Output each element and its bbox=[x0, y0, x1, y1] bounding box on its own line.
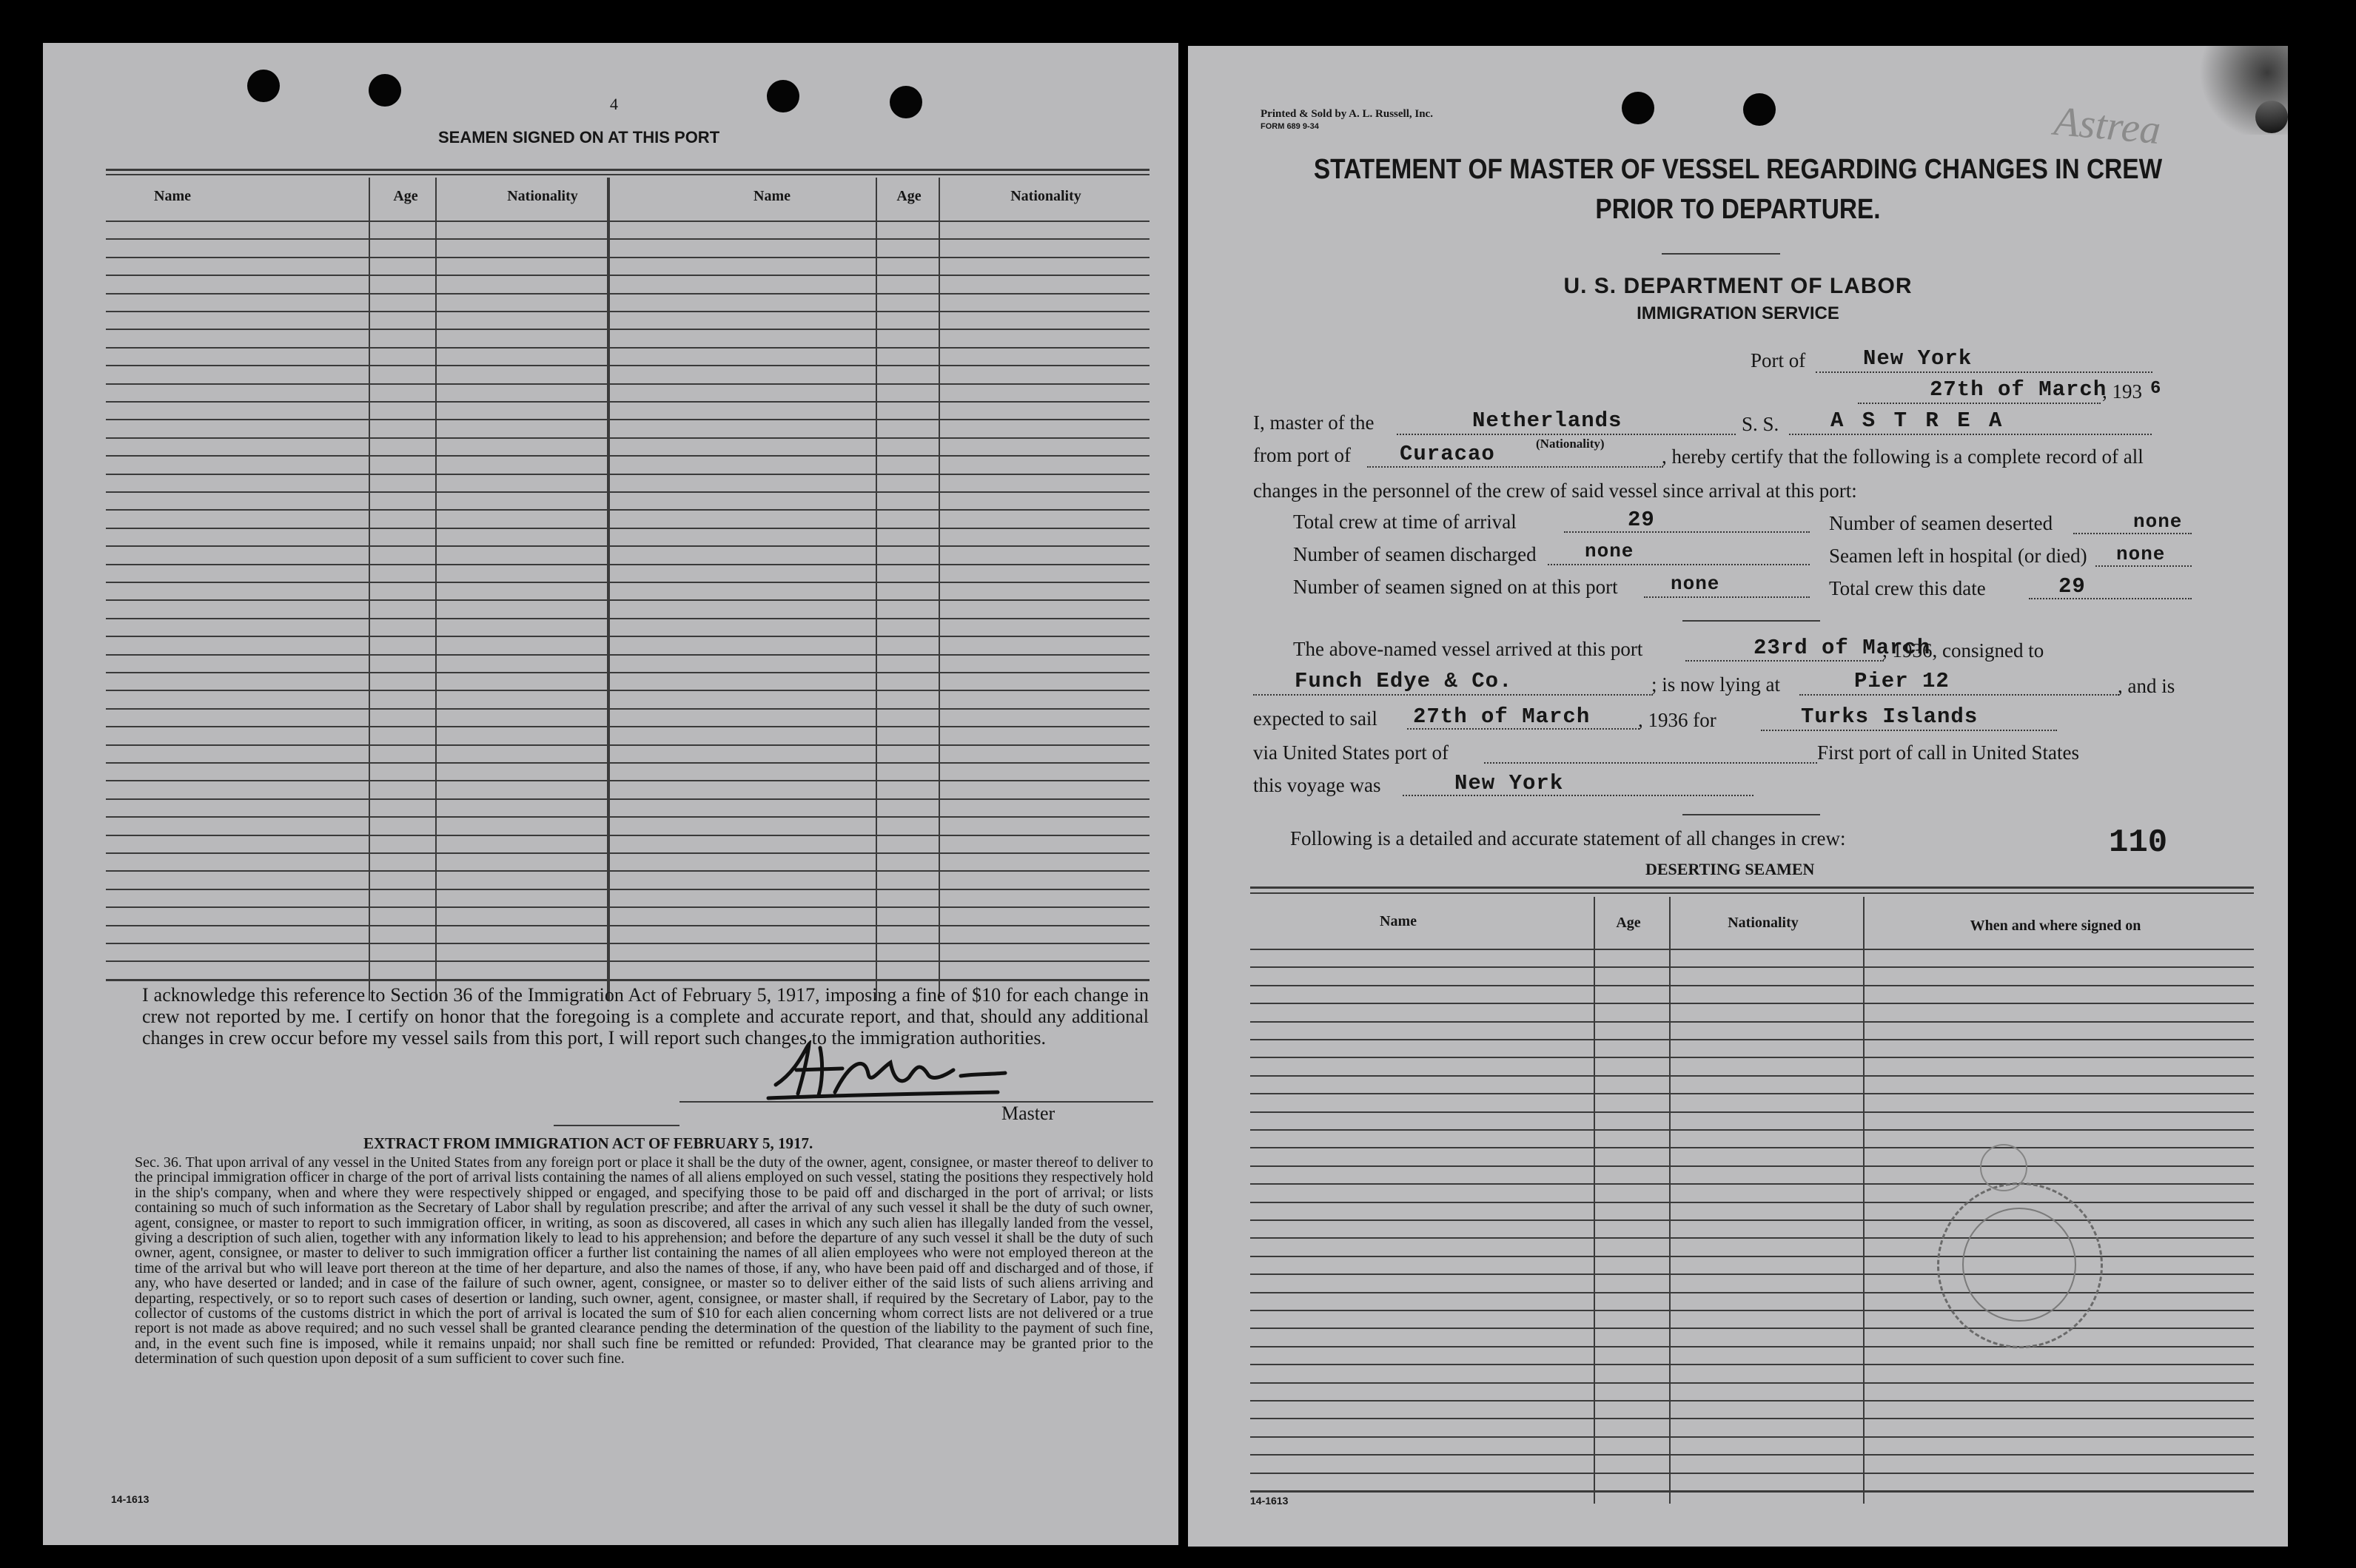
voyage-value: New York bbox=[1454, 771, 1564, 795]
postmark-stamp bbox=[1980, 1144, 2027, 1191]
table-row bbox=[1250, 1418, 2254, 1419]
punch-hole bbox=[767, 80, 799, 112]
table-row bbox=[1250, 1490, 2254, 1493]
table-row bbox=[106, 582, 1150, 583]
table-row bbox=[106, 455, 1150, 457]
seamen-signed-label: Number of seamen signed on at this port bbox=[1293, 576, 1618, 598]
year-label: , 193 bbox=[2102, 380, 2142, 403]
table-top-rule bbox=[106, 169, 1150, 171]
handwritten-note: Astrea bbox=[2052, 98, 2163, 154]
table-row bbox=[106, 329, 1150, 330]
table-row bbox=[106, 528, 1150, 529]
table-row bbox=[1250, 1219, 2254, 1221]
expected-value: 27th of March bbox=[1413, 704, 1591, 729]
field-line bbox=[1548, 564, 1810, 565]
table-row bbox=[1250, 1057, 2254, 1058]
divider-rule bbox=[1682, 620, 1820, 622]
nationality-value: Netherlands bbox=[1472, 408, 1622, 433]
form-number: FORM 689 9-34 bbox=[1261, 122, 1319, 131]
table-row bbox=[106, 762, 1150, 764]
table-row bbox=[1250, 1147, 2254, 1148]
ss-label: S. S. bbox=[1742, 413, 1779, 435]
table-row bbox=[1250, 1129, 2254, 1131]
table-row bbox=[1250, 1310, 2254, 1311]
page-wear bbox=[2184, 46, 2288, 135]
postmark-stamp bbox=[1962, 1208, 2076, 1322]
table-row bbox=[106, 780, 1150, 781]
table-row bbox=[1250, 1256, 2254, 1257]
column-header-nationality: Nationality bbox=[1010, 188, 1081, 204]
master-label: Master bbox=[1001, 1103, 1055, 1124]
table-row bbox=[106, 311, 1150, 312]
field-line bbox=[2073, 533, 2192, 534]
field-line bbox=[1761, 730, 2057, 731]
stamp-number: 110 bbox=[2109, 824, 2168, 861]
table-row bbox=[106, 852, 1150, 854]
nationality-caption: (Nationality) bbox=[1536, 437, 1605, 451]
table-top-rule bbox=[1250, 886, 2254, 889]
column-header-name: Name bbox=[754, 188, 791, 204]
statement-title-line-2: PRIOR TO DEPARTURE. bbox=[1595, 194, 1881, 225]
port-of-label: Port of bbox=[1751, 349, 1806, 371]
column-divider bbox=[876, 178, 877, 1000]
field-line bbox=[1253, 694, 1653, 696]
column-header-age: Age bbox=[393, 188, 418, 204]
table-row bbox=[106, 545, 1150, 547]
table-row bbox=[106, 401, 1150, 403]
table-row bbox=[1250, 1454, 2254, 1456]
column-header-nationality: Nationality bbox=[507, 188, 578, 204]
form-code: 14-1613 bbox=[1250, 1495, 1289, 1507]
column-divider bbox=[435, 178, 437, 1000]
punch-hole bbox=[1743, 93, 1776, 126]
table-row bbox=[106, 383, 1150, 385]
field-line bbox=[1367, 466, 1663, 468]
column-header-nationality: Nationality bbox=[1728, 915, 1799, 931]
seamen-signed-value: none bbox=[1671, 573, 1720, 595]
seamen-deserted-label: Number of seamen deserted bbox=[1829, 512, 2053, 534]
table-row bbox=[106, 491, 1150, 493]
table-row bbox=[106, 599, 1150, 601]
field-line bbox=[1816, 371, 2152, 373]
certify-text: , hereby certify that the following is a complete record of all bbox=[1662, 445, 2144, 468]
table-row bbox=[1250, 1165, 2254, 1167]
total-crew-arrival-label: Total crew at time of arrival bbox=[1293, 511, 1517, 533]
divider-rule bbox=[1682, 814, 1820, 815]
table-row bbox=[106, 835, 1150, 836]
table-row bbox=[106, 564, 1150, 565]
punch-hole bbox=[369, 74, 401, 107]
column-header-age: Age bbox=[896, 188, 922, 204]
table-row bbox=[106, 257, 1150, 258]
table-row bbox=[1250, 1183, 2254, 1185]
table-row bbox=[106, 870, 1150, 872]
ss-value: A S T R E A bbox=[1830, 408, 2005, 433]
column-divider bbox=[939, 178, 940, 1000]
master-of-label: I, master of the bbox=[1253, 411, 1375, 434]
table-row bbox=[106, 437, 1150, 439]
service-name: IMMIGRATION SERVICE bbox=[1637, 303, 1839, 323]
table-row bbox=[106, 960, 1150, 962]
table-row bbox=[106, 509, 1150, 511]
table-row bbox=[1250, 985, 2254, 986]
column-divider bbox=[1863, 897, 1865, 1504]
seamen-deserted-value: none bbox=[2133, 511, 2183, 533]
table-row bbox=[1250, 1237, 2254, 1239]
table-row bbox=[106, 636, 1150, 637]
divider-rule bbox=[554, 1125, 679, 1126]
table-row bbox=[106, 889, 1150, 890]
extract-title: EXTRACT FROM IMMIGRATION ACT OF FEBRUARY 5, 1917. bbox=[363, 1134, 813, 1152]
total-crew-date-label: Total crew this date bbox=[1829, 577, 1986, 599]
table-row bbox=[1250, 949, 2254, 950]
via-label: via United States port of bbox=[1253, 741, 1449, 764]
master-signature bbox=[754, 1040, 1035, 1107]
destination-value: Turks Islands bbox=[1801, 704, 1979, 729]
table-row bbox=[1250, 1364, 2254, 1365]
first-port-label: First port of call in United States bbox=[1817, 741, 2079, 764]
table-row bbox=[106, 672, 1150, 673]
signed-on-title: SEAMEN SIGNED ON AT THIS PORT bbox=[438, 128, 720, 147]
table-row bbox=[106, 816, 1150, 818]
table-row bbox=[106, 943, 1150, 944]
consigned-label: , 1936, consigned to bbox=[1882, 639, 2044, 662]
table-row bbox=[1250, 1273, 2254, 1275]
and-is-label: , and is bbox=[2118, 675, 2175, 697]
table-row bbox=[1250, 1093, 2254, 1094]
field-line bbox=[2095, 565, 2192, 567]
field-line bbox=[1685, 660, 1884, 662]
table-row bbox=[106, 238, 1150, 240]
voyage-label: this voyage was bbox=[1253, 774, 1381, 796]
table-top-rule bbox=[1250, 892, 2254, 894]
port-of-value: New York bbox=[1863, 346, 1973, 371]
from-port-value: Curacao bbox=[1400, 442, 1495, 466]
table-row bbox=[106, 419, 1150, 420]
column-divider bbox=[1594, 897, 1595, 1504]
total-crew-date-value: 29 bbox=[2058, 574, 2086, 599]
table-row bbox=[1250, 1075, 2254, 1077]
table-row bbox=[1250, 1400, 2254, 1402]
lying-value: Pier 12 bbox=[1854, 669, 1950, 693]
column-divider bbox=[607, 178, 610, 1000]
field-line bbox=[1858, 403, 2101, 404]
field-line bbox=[1484, 762, 1817, 764]
changes-text: changes in the personnel of the crew of said vessel since arrival at this port: bbox=[1253, 480, 1857, 502]
right-page bbox=[1188, 46, 2288, 1547]
field-line bbox=[1564, 531, 1810, 533]
arrived-value: 23rd of March bbox=[1753, 636, 1931, 660]
table-row bbox=[1250, 1328, 2254, 1329]
date-value: 27th of March bbox=[1930, 377, 2107, 402]
field-line bbox=[2029, 598, 2192, 599]
field-line bbox=[1397, 434, 1736, 435]
table-row bbox=[106, 365, 1150, 366]
table-row bbox=[1250, 1382, 2254, 1384]
form-code: 14-1613 bbox=[111, 1493, 150, 1505]
table-top-rule bbox=[106, 174, 1150, 175]
table-row bbox=[106, 474, 1150, 475]
from-port-label: from port of bbox=[1253, 444, 1351, 466]
table-row bbox=[106, 798, 1150, 800]
left-page bbox=[43, 43, 1178, 1545]
punch-hole bbox=[1622, 92, 1654, 124]
punch-hole bbox=[890, 86, 922, 118]
column-header-name: Name bbox=[1380, 913, 1417, 929]
year-digit: 6 bbox=[2150, 379, 2162, 399]
table-row bbox=[1250, 1436, 2254, 1438]
table-row bbox=[1250, 1346, 2254, 1347]
arrived-label: The above-named vessel arrived at this port bbox=[1293, 638, 1643, 660]
table-row bbox=[1250, 1473, 2254, 1474]
table-row bbox=[1250, 1202, 2254, 1203]
table-row bbox=[106, 221, 1150, 222]
column-header-when-where: When and where signed on bbox=[1970, 918, 2141, 934]
printer-credit: Printed & Sold by A. L. Russell, Inc. bbox=[1261, 108, 1433, 120]
table-row bbox=[106, 293, 1150, 295]
table-row bbox=[106, 979, 1150, 981]
divider-rule bbox=[1662, 253, 1780, 255]
year-for-label: , 1936 for bbox=[1638, 709, 1716, 731]
department-name: U. S. DEPARTMENT OF LABOR bbox=[1563, 274, 1913, 298]
punch-hole bbox=[247, 70, 280, 102]
table-row bbox=[106, 690, 1150, 691]
table-row bbox=[106, 726, 1150, 727]
consignee-value: Funch Edye & Co. bbox=[1295, 669, 1513, 693]
table-row bbox=[1250, 1021, 2254, 1023]
table-row bbox=[106, 654, 1150, 656]
seamen-discharged-label: Number of seamen discharged bbox=[1293, 543, 1537, 565]
section-36-text: Sec. 36. That upon arrival of any vessel in the United States from any foreign port or place it shall be the duty of the owner, agent, consignee, or master thereof to deliver to the principal immigration officer in charge of the port of arrival lists containing the names of all aliens employed on such vessel, stating the positions they respectively hold in the ship's company, when and where they were respectively shipped or engaged, and specifying those to be paid off and discharged in the port of arrival; or lists containing so much of such information as the Secretary of Labor shall by regulation prescribe; and after the arrival of any such vessel it shall be the duty of such owner, agent, consignee, or master to report to such immigration officer, in writing, as soon as discovered, all cases in which any such alien has illegally landed from the vessel, giving a description of such alien, together with any information likely to lead to his apprehension; and before the departure of any such vessel it shall be the duty of such owner, agent, consignee, or master to deliver to such immigration officer a further list containing the names of all alien employees who were not employed thereon at the time of the arrival but who will leave port thereon at the time of her departure, and also the names of those, if any, who have been paid off and discharged and of those, if any, who have deserted or landed; and in case of the failure of such owner, agent, consignee, or master so to deliver either of the said lists of such aliens arriving and departing, respectively, or so to report such cases of desertion or landing, such owner, agent, consignee, or master shall, if required by the Secretary of Labor, pay to the collector of customs of the customs district in which the port of arrival is located the sum of $10 for each alien concerning whom correct lists are not delivered or a true report is not made as above required; and no such vessel shall be granted clearance pending the determination of the question of the liability to the payment of such fine, and, in the event such fine is imposed, while it remains unpaid; nor shall such fine be remitted or refunded: Provided, That clearance may be granted prior to the determination of such question upon deposit of a sum sufficient to cover such fine. bbox=[135, 1154, 1153, 1367]
deserting-title: DESERTING SEAMEN bbox=[1645, 860, 1815, 878]
seamen-hospital-value: none bbox=[2116, 543, 2166, 565]
table-row bbox=[1250, 1111, 2254, 1113]
expected-label: expected to sail bbox=[1253, 707, 1377, 730]
field-line bbox=[1799, 694, 2119, 696]
acknowledgement-text: I acknowledge this reference to Section 36 of the Immigration Act of February 5, 1917, imposing a fine of $10 for each change in crew not reported by me. I certify on honor that the foregoing is a complete and accurate report, and that, should any additional changes in crew occur before my vessel sails from this port, I will report such changes to the immigration authorities. bbox=[142, 984, 1149, 1049]
statement-title-line-1: STATEMENT OF MASTER OF VESSEL REGARDING CHANGES IN CREW bbox=[1313, 154, 2163, 185]
table-row bbox=[1250, 1292, 2254, 1293]
table-row bbox=[106, 618, 1150, 619]
page-number: 4 bbox=[610, 95, 618, 113]
table-row bbox=[106, 744, 1150, 746]
table-row bbox=[106, 708, 1150, 710]
field-line bbox=[1789, 434, 2152, 435]
table-row bbox=[1250, 1039, 2254, 1040]
table-row bbox=[106, 275, 1150, 276]
table-row bbox=[106, 906, 1150, 908]
table-row bbox=[106, 347, 1150, 349]
column-header-name: Name bbox=[154, 188, 191, 204]
lying-label: ; is now lying at bbox=[1651, 673, 1780, 696]
column-divider bbox=[1669, 897, 1671, 1504]
column-header-age: Age bbox=[1616, 915, 1641, 931]
field-line bbox=[1644, 596, 1810, 598]
table-row bbox=[106, 925, 1150, 926]
signature-line bbox=[679, 1101, 1153, 1103]
column-divider bbox=[369, 178, 370, 1000]
following-text: Following is a detailed and accurate statement of all changes in crew: bbox=[1290, 827, 1846, 849]
seamen-discharged-value: none bbox=[1585, 540, 1634, 562]
table-row bbox=[1250, 966, 2254, 968]
seamen-hospital-label: Seamen left in hospital (or died) bbox=[1829, 545, 2087, 567]
table-row bbox=[1250, 1003, 2254, 1004]
total-crew-arrival-value: 29 bbox=[1628, 508, 1655, 532]
